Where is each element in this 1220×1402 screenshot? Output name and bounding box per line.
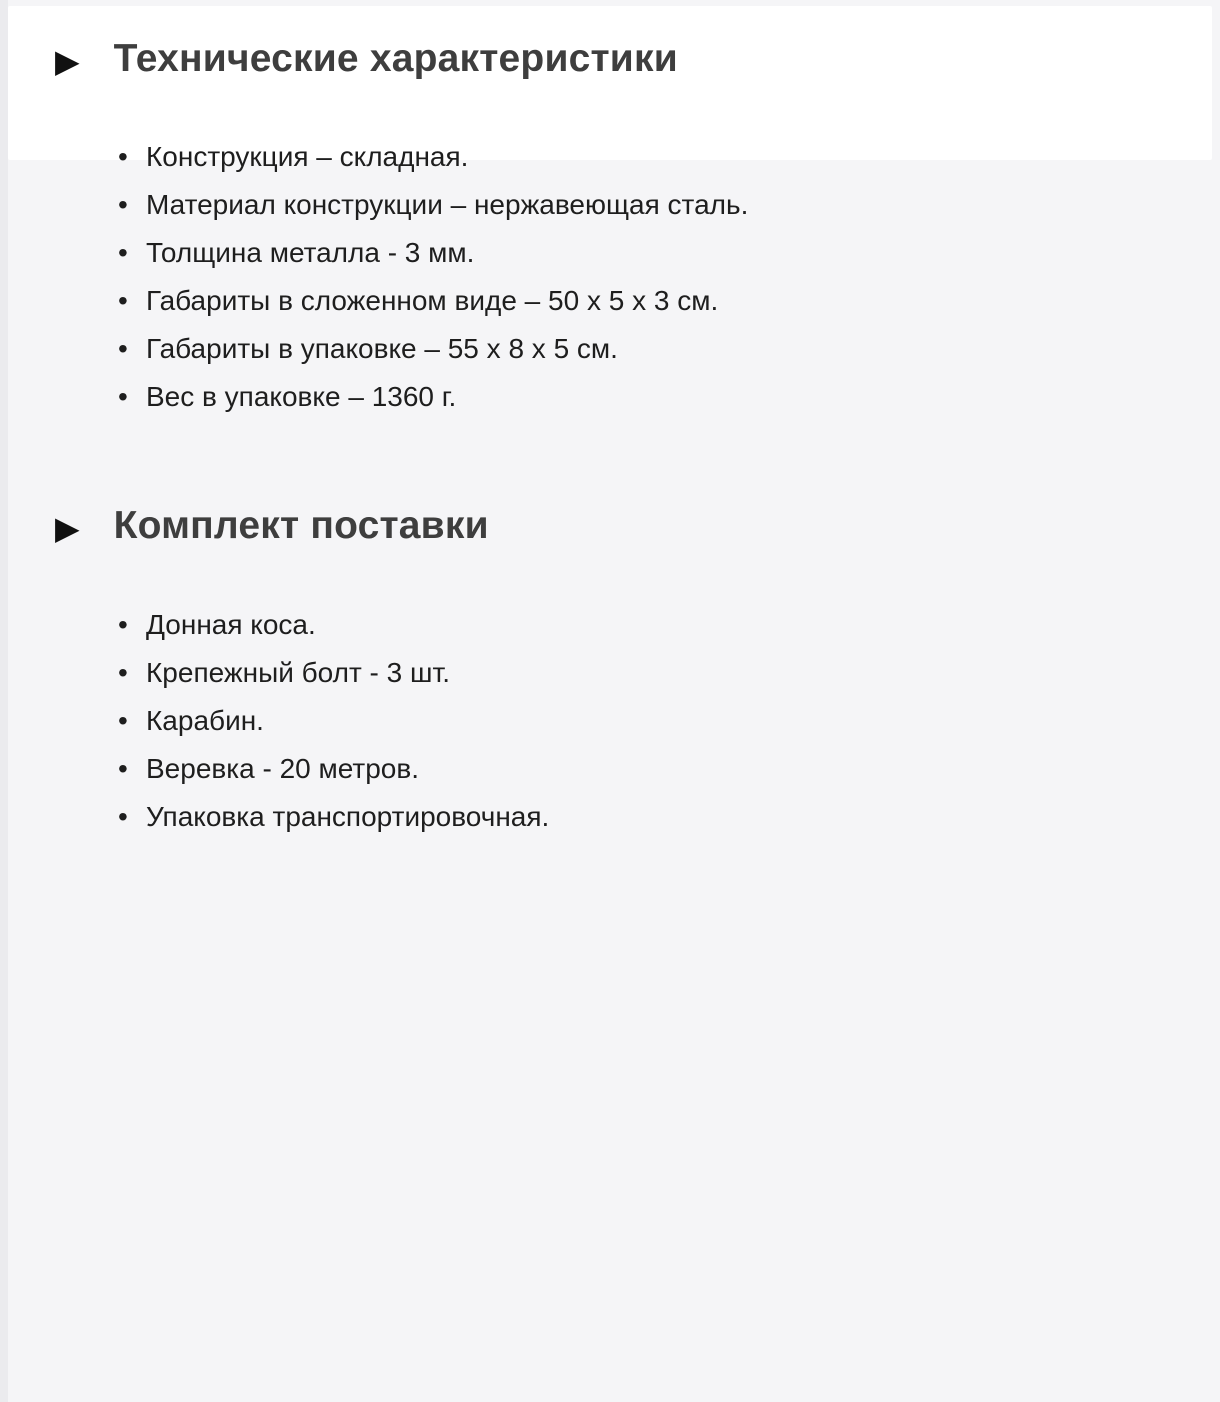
specs-list [118,133,748,421]
bullet-icon: • [118,333,128,364]
bullet-icon: • [118,237,128,268]
list-item [118,649,549,697]
section-title-specs: Технические характеристики [113,37,678,80]
list-item-text: Веревка - 20 метров. [146,753,420,784]
list-item-text: Толщина металла - 3 мм. [146,237,475,268]
list-item-text: Габариты в упаковке – 55 х 8 х 5 см. [146,333,618,364]
list-item [118,229,748,277]
list-item [118,793,549,841]
bullet-icon: • [118,381,128,412]
list-item-text: Карабин. [146,705,264,736]
list-item [118,133,748,181]
section-header-package[interactable] [55,503,489,549]
list-item [118,601,549,649]
bullet-icon: • [118,285,128,316]
list-item-text: Габариты в сложенном виде – 50 х 5 х 3 см. [146,285,719,316]
section-title-package: Комплект поставки [113,504,489,547]
list-item [118,745,549,793]
list-item [118,697,549,745]
section-header-specs[interactable] [55,36,678,82]
list-item [118,181,748,229]
bullet-icon: • [118,189,128,220]
list-item [118,373,748,421]
list-item-text: Вес в упаковке – 1360 г. [146,381,457,412]
bullet-icon: • [118,801,128,832]
list-item-text: Донная коса. [146,609,316,640]
bullet-icon: • [118,753,128,784]
list-item-text: Конструкция – складная. [146,141,469,172]
bullet-icon: • [118,609,128,640]
list-item-text: Материал конструкции – нержавеющая сталь. [146,189,749,220]
list-item-text: Упаковка транспортировочная. [146,801,550,832]
triangle-marker-icon: ▶ [55,510,80,546]
bullet-icon: • [118,705,128,736]
triangle-marker-icon: ▶ [55,43,80,79]
package-list [118,601,549,841]
bullet-icon: • [118,141,128,172]
list-item [118,325,748,373]
list-item-text: Крепежный болт - 3 шт. [146,657,450,688]
list-item [118,277,748,325]
bullet-icon: • [118,657,128,688]
